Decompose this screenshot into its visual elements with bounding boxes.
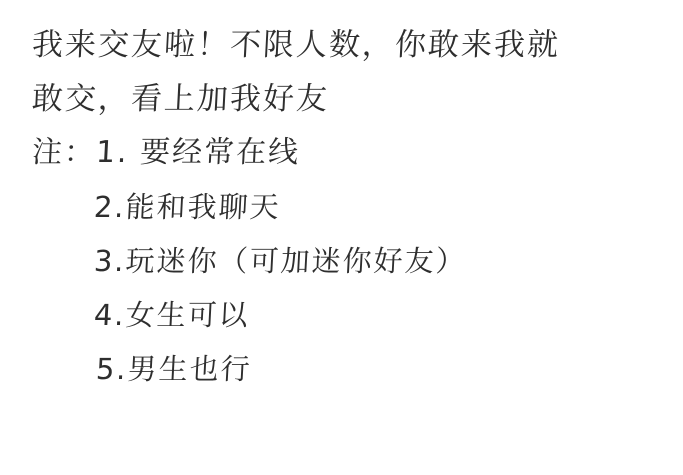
note-line-7: 5.男生也行 — [95, 352, 253, 386]
note-line-5: 3.玩迷你（可加迷你好友） — [93, 244, 468, 278]
note-line-2: 敢交，看上加我好友 — [31, 81, 330, 117]
note-line-1: 我来交友啦！不限人数，你敢来我就 — [31, 27, 561, 63]
note-line-6: 4.女生可以 — [93, 298, 251, 332]
note-line-3: 注：1. 要经常在线 — [31, 135, 302, 170]
note-line-4: 2.能和我聊天 — [93, 190, 282, 224]
